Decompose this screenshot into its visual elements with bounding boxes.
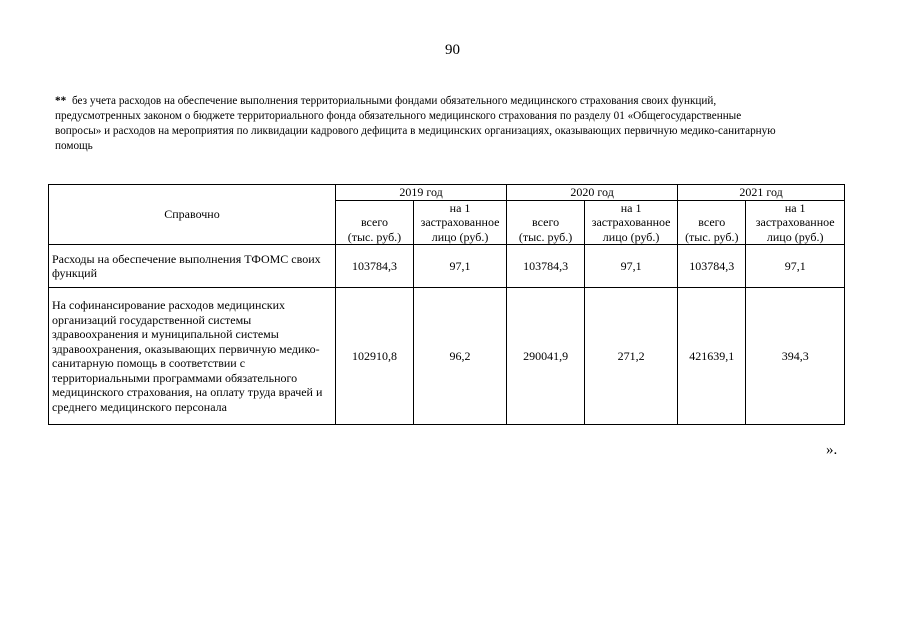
- cell-value: 102910,8: [335, 288, 413, 425]
- cell-value: 97,1: [746, 245, 845, 288]
- subheader-per-line-2: застрахованное: [591, 215, 671, 229]
- table-row: [49, 245, 845, 288]
- page-number: 90: [445, 42, 460, 58]
- cell-value: 103784,3: [335, 245, 413, 288]
- subheader-per-line-3: лицо (руб.): [766, 229, 824, 244]
- row-label: На софинансирование расходов медицинских организаций государственной системы здравоохранения и муниципальной системы здравоохранения, оказывающих первичную медико-санитарную помощь в соответствии с территориальными программами обязательного медицинского страхования, на оплату труда врачей и среднего медицинского персонала: [49, 288, 336, 425]
- subheader-per-line-3: лицо (руб.): [602, 229, 660, 244]
- subheader-per-line-1: на 1: [784, 200, 806, 215]
- cell-value: 394,3: [746, 288, 845, 425]
- row-label: Расходы на обеспечение выполнения ТФОМС своих функций: [49, 245, 336, 288]
- footnote: [55, 94, 835, 154]
- subheader-per-line-1: на 1: [620, 200, 642, 215]
- subheader-total: [507, 200, 585, 245]
- cell-value: 103784,3: [507, 245, 585, 288]
- footnote-line-2: предусмотренных законом о бюджете территориального фонда обязательного медицинского страхования по разделу 01 «Общегосударственные: [55, 110, 742, 122]
- table-header-row-years: [49, 185, 845, 201]
- cell-value: 103784,3: [678, 245, 746, 288]
- cell-value: 96,2: [413, 288, 506, 425]
- table-row: [49, 288, 845, 425]
- header-label: Справочно: [49, 185, 336, 245]
- subheader-total-line-1: всего: [360, 215, 388, 229]
- footnote-line-4: помощь: [55, 140, 93, 152]
- subheader-per-line-1: на 1: [449, 200, 471, 215]
- closing-quote-mark: ».: [826, 442, 838, 458]
- subheader-per-person: [746, 200, 845, 245]
- subheader-total: [678, 200, 746, 245]
- cell-value: 290041,9: [507, 288, 585, 425]
- cell-value: 97,1: [413, 245, 506, 288]
- year-header-2019: 2019 год: [335, 185, 506, 201]
- subheader-per-line-2: застрахованное: [420, 215, 500, 229]
- footnote-marker: **: [55, 95, 67, 107]
- cell-value: 271,2: [585, 288, 678, 425]
- subheader-per-line-3: лицо (руб.): [431, 229, 489, 244]
- subheader-total: [335, 200, 413, 245]
- subheader-per-person: [585, 200, 678, 245]
- footnote-line-3: вопросы» и расходов на мероприятия по ликвидации кадрового дефицита в медицинских организациях, оказывающих первичную медико-санитарную: [55, 125, 776, 137]
- footnote-line-1: [55, 94, 835, 109]
- subheader-total-line-1: всего: [532, 215, 560, 229]
- subheader-total-line-2: (тыс. руб.): [347, 229, 402, 244]
- footnote-line-1-text: без учета расходов на обеспечение выполнения территориальными фондами обязательного медицинского страхования своих функций,: [71, 95, 717, 107]
- subheader-total-line-1: всего: [698, 215, 726, 229]
- reference-table: [48, 184, 845, 425]
- cell-value: 97,1: [585, 245, 678, 288]
- subheader-total-line-2: (тыс. руб.): [518, 229, 573, 244]
- cell-value: 421639,1: [678, 288, 746, 425]
- year-header-2021: 2021 год: [678, 185, 845, 201]
- subheader-total-line-2: (тыс. руб.): [685, 229, 739, 244]
- year-header-2020: 2020 год: [507, 185, 678, 201]
- subheader-per-person: [413, 200, 506, 245]
- subheader-per-line-2: застрахованное: [755, 215, 835, 229]
